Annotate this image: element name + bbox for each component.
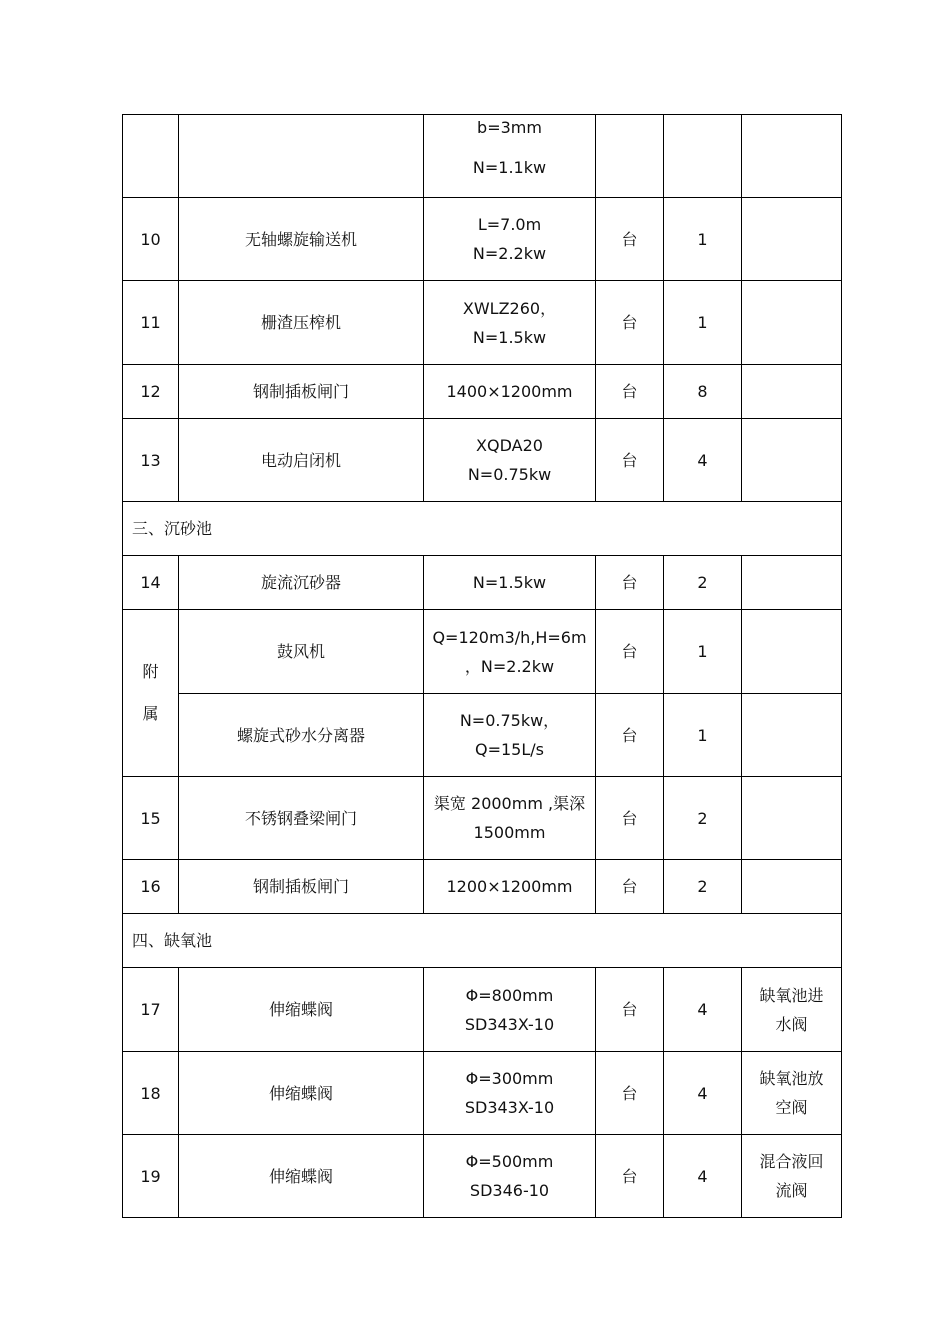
note-cell bbox=[742, 281, 842, 365]
table-row bbox=[123, 1052, 842, 1135]
note-line: 空阀 bbox=[775, 1098, 808, 1117]
spec-cell bbox=[424, 281, 596, 365]
note-line: 缺氧池进 bbox=[759, 985, 824, 1005]
table-row bbox=[123, 860, 842, 914]
equipment-name: 伸缩蝶阀 bbox=[179, 968, 424, 1052]
row-number: 16 bbox=[123, 860, 179, 914]
unit-cell: 台 bbox=[596, 968, 664, 1052]
section-row bbox=[123, 914, 842, 968]
note-cell bbox=[742, 694, 842, 777]
note-line: 混合液回 bbox=[759, 1152, 824, 1171]
quantity-cell: 4 bbox=[664, 968, 742, 1052]
table-row bbox=[123, 556, 842, 610]
equipment-name: 螺旋式砂水分离器 bbox=[179, 694, 424, 777]
spec-cell bbox=[424, 115, 596, 198]
row-number: 12 bbox=[123, 365, 179, 419]
note-line: 缺氧池放 bbox=[759, 1069, 824, 1088]
spec-line: L=7.0m bbox=[477, 215, 542, 234]
spec-line: N=0.75kw， bbox=[459, 711, 560, 730]
equipment-name bbox=[179, 115, 424, 198]
unit-cell: 台 bbox=[596, 419, 664, 502]
spec-cell bbox=[424, 419, 596, 502]
row-number: 11 bbox=[123, 281, 179, 365]
spec-line: Φ=300mm bbox=[465, 1069, 554, 1088]
quantity-cell bbox=[664, 115, 742, 198]
note-cell bbox=[742, 115, 842, 198]
quantity-cell: 2 bbox=[664, 777, 742, 860]
note-cell bbox=[742, 419, 842, 502]
spec-cell bbox=[424, 1135, 596, 1218]
spec-cell bbox=[424, 610, 596, 694]
attached-char: 附 bbox=[142, 662, 159, 681]
note-cell bbox=[742, 610, 842, 694]
note-cell bbox=[742, 556, 842, 610]
quantity-cell: 1 bbox=[664, 694, 742, 777]
spec-line: SD343X-10 bbox=[464, 1098, 555, 1117]
row-number: 18 bbox=[123, 1052, 179, 1135]
equipment-name: 伸缩蝶阀 bbox=[179, 1135, 424, 1218]
equipment-name: 鼓风机 bbox=[179, 610, 424, 694]
note-cell bbox=[742, 198, 842, 281]
note-cell bbox=[742, 777, 842, 860]
equipment-name: 钢制插板闸门 bbox=[179, 860, 424, 914]
unit-cell: 台 bbox=[596, 1052, 664, 1135]
note-cell bbox=[742, 968, 842, 1052]
spec-line: 渠宽 2000mm ,渠深 bbox=[433, 794, 586, 813]
spec-line: N=2.2kw bbox=[472, 244, 547, 263]
quantity-cell: 2 bbox=[664, 860, 742, 914]
spec-line: N=1.5kw bbox=[472, 327, 547, 347]
spec-line: 1400×1200mm bbox=[446, 382, 573, 401]
unit-cell: 台 bbox=[596, 556, 664, 610]
spec-cell bbox=[424, 694, 596, 777]
quantity-cell: 4 bbox=[664, 1052, 742, 1135]
table-row bbox=[123, 281, 842, 365]
spec-line: XQDA20 bbox=[476, 436, 543, 455]
spec-cell bbox=[424, 1052, 596, 1135]
unit-cell: 台 bbox=[596, 198, 664, 281]
equipment-name: 旋流沉砂器 bbox=[179, 556, 424, 610]
table-row bbox=[123, 610, 842, 694]
table-row bbox=[123, 198, 842, 281]
spec-cell bbox=[424, 777, 596, 860]
note-cell bbox=[742, 1135, 842, 1218]
section-row bbox=[123, 502, 842, 556]
equipment-name: 钢制插板闸门 bbox=[179, 365, 424, 419]
unit-cell: 台 bbox=[596, 777, 664, 860]
spec-line: Φ=500mm bbox=[465, 1152, 554, 1171]
row-number: 15 bbox=[123, 777, 179, 860]
spec-line: N=0.75kw bbox=[467, 465, 552, 484]
row-number: 10 bbox=[123, 198, 179, 281]
spec-cell bbox=[424, 968, 596, 1052]
unit-cell: 台 bbox=[596, 694, 664, 777]
spec-line: Q=15L/s bbox=[475, 740, 544, 759]
spec-line: SD346-10 bbox=[469, 1181, 550, 1200]
spec-line: 1500mm bbox=[473, 823, 546, 842]
equipment-name: 伸缩蝶阀 bbox=[179, 1052, 424, 1135]
unit-cell: 台 bbox=[596, 610, 664, 694]
spec-line: b=3mm bbox=[477, 118, 542, 137]
row-number: 17 bbox=[123, 968, 179, 1052]
spec-line: Φ=800mm bbox=[465, 985, 554, 1005]
note-line: 水阀 bbox=[775, 1014, 808, 1034]
row-number bbox=[123, 115, 179, 198]
spec-line: SD343X-10 bbox=[464, 1014, 555, 1034]
spec-cell bbox=[424, 860, 596, 914]
row-number-attached bbox=[123, 610, 179, 777]
unit-cell: 台 bbox=[596, 281, 664, 365]
note-cell bbox=[742, 365, 842, 419]
unit-cell: 台 bbox=[596, 365, 664, 419]
equipment-name: 无轴螺旋输送机 bbox=[179, 198, 424, 281]
quantity-cell: 4 bbox=[664, 1135, 742, 1218]
equipment-name: 不锈钢叠梁闸门 bbox=[179, 777, 424, 860]
equipment-name: 栅渣压榨机 bbox=[179, 281, 424, 365]
row-number: 19 bbox=[123, 1135, 179, 1218]
quantity-cell: 8 bbox=[664, 365, 742, 419]
quantity-cell: 1 bbox=[664, 198, 742, 281]
attached-char: 属 bbox=[142, 704, 159, 723]
note-cell bbox=[742, 1052, 842, 1135]
table-row bbox=[123, 694, 842, 777]
table-row bbox=[123, 365, 842, 419]
quantity-cell: 2 bbox=[664, 556, 742, 610]
quantity-cell: 1 bbox=[664, 610, 742, 694]
quantity-cell: 4 bbox=[664, 419, 742, 502]
table-row bbox=[123, 968, 842, 1052]
spec-line: N=1.5kw bbox=[472, 573, 547, 592]
unit-cell: 台 bbox=[596, 1135, 664, 1218]
spec-line: XWLZ260， bbox=[462, 298, 557, 318]
quantity-cell: 1 bbox=[664, 281, 742, 365]
equipment-name: 电动启闭机 bbox=[179, 419, 424, 502]
note-line: 流阀 bbox=[775, 1181, 808, 1200]
spec-cell bbox=[424, 365, 596, 419]
equipment-table bbox=[122, 114, 842, 1218]
note-cell bbox=[742, 860, 842, 914]
table-row bbox=[123, 777, 842, 860]
spec-line: 1200×1200mm bbox=[446, 877, 573, 896]
section-heading: 四、缺氧池 bbox=[123, 914, 842, 968]
row-number: 14 bbox=[123, 556, 179, 610]
spec-line: Q=120m3/h,H=6m bbox=[432, 627, 587, 647]
spec-line: ，N=2.2kw bbox=[464, 656, 555, 676]
table-row bbox=[123, 419, 842, 502]
unit-cell bbox=[596, 115, 664, 198]
row-number: 13 bbox=[123, 419, 179, 502]
table-row bbox=[123, 115, 842, 198]
table-row bbox=[123, 1135, 842, 1218]
unit-cell: 台 bbox=[596, 860, 664, 914]
spec-cell bbox=[424, 198, 596, 281]
spec-line: N=1.1kw bbox=[472, 158, 547, 177]
section-heading: 三、沉砂池 bbox=[123, 502, 842, 556]
spec-cell bbox=[424, 556, 596, 610]
